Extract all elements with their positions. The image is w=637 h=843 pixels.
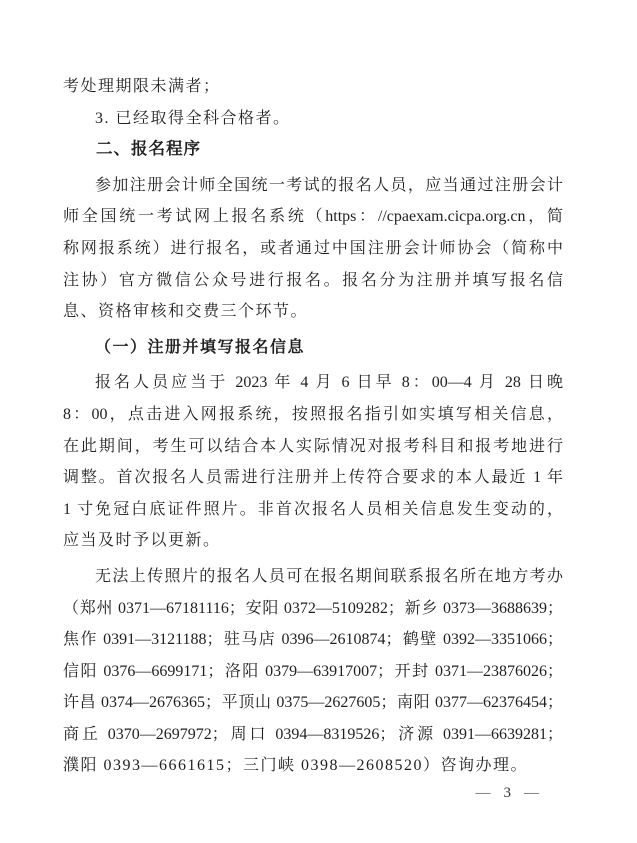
page-number: 3 [503,785,512,801]
text-line: 息、资格审核和交费三个环节。 [63,303,309,321]
text-line: 无法上传照片的报名人员可在报名期间联系报名所在地方考办 [95,567,563,585]
page-footer [476,783,541,803]
footer-dash-left: — [475,785,492,801]
text-line: 焦作 0391—3121188；驻马店 0396—2610874；鹤壁 0392—3351066； [63,631,563,649]
footer-dash-right: — [524,785,540,801]
text-line: 报名人员应当于 2023 年 4 月 6 日早 8：00—4 月 28 日晚 [95,374,563,392]
text-line: 3. 已经取得全科合格者。 [95,109,291,127]
text-line: 称网报系统）进行报名，或者通过中国注册会计师协会（简称中 [63,239,563,257]
text-line: 濮阳 0393—6661615；三门峡 0398—2608520）咨询办理。 [63,757,529,775]
text-line: 许昌 0374—2676365；平顶山 0375—2627605；南阳 0377—62376454； [63,694,563,712]
text-line: 商丘 0370—2697972；周口 0394—8319526；济源 0391—6639281； [63,725,563,743]
text-line: （郑州 0371—67181116；安阳 0372—5109282；新乡 0373—3688639； [63,599,563,617]
text-line: 参加注册会计师全国统一考试的报名人员，应当通过注册会计 [95,176,563,194]
text-line: 调整。首次报名人员需进行注册并上传符合要求的本人最近 1 年 [63,469,563,487]
text-line: 在此期间，考生可以结合本人实际情况对报考科目和报考地进行 [63,437,563,455]
text-line: 1 寸免冠白底证件照片。非首次报名人员相关信息发生变动的， [63,500,563,518]
text-line: 应当及时予以更新。 [63,532,221,550]
text-line: 注协）官方微信公众号进行报名。报名分为注册并填写报名信 [63,271,563,289]
text-line: 考处理期限未满者； [63,78,221,95]
document-body [63,71,563,782]
text-line: 8：00，点击进入网报系统，按照报名指引如实填写相关信息， [63,405,563,423]
heading-line: （一）注册并填写报名信息 [95,338,306,356]
heading-line: 二、报名程序 [96,140,201,159]
text-line: 信阳 0376—6699171；洛阳 0379—63917007；开封 0371—23876026； [63,662,563,680]
text-line: 师全国统一考试网上报名系统（https：//cpaexam.cicpa.org.cn，简 [63,208,563,226]
